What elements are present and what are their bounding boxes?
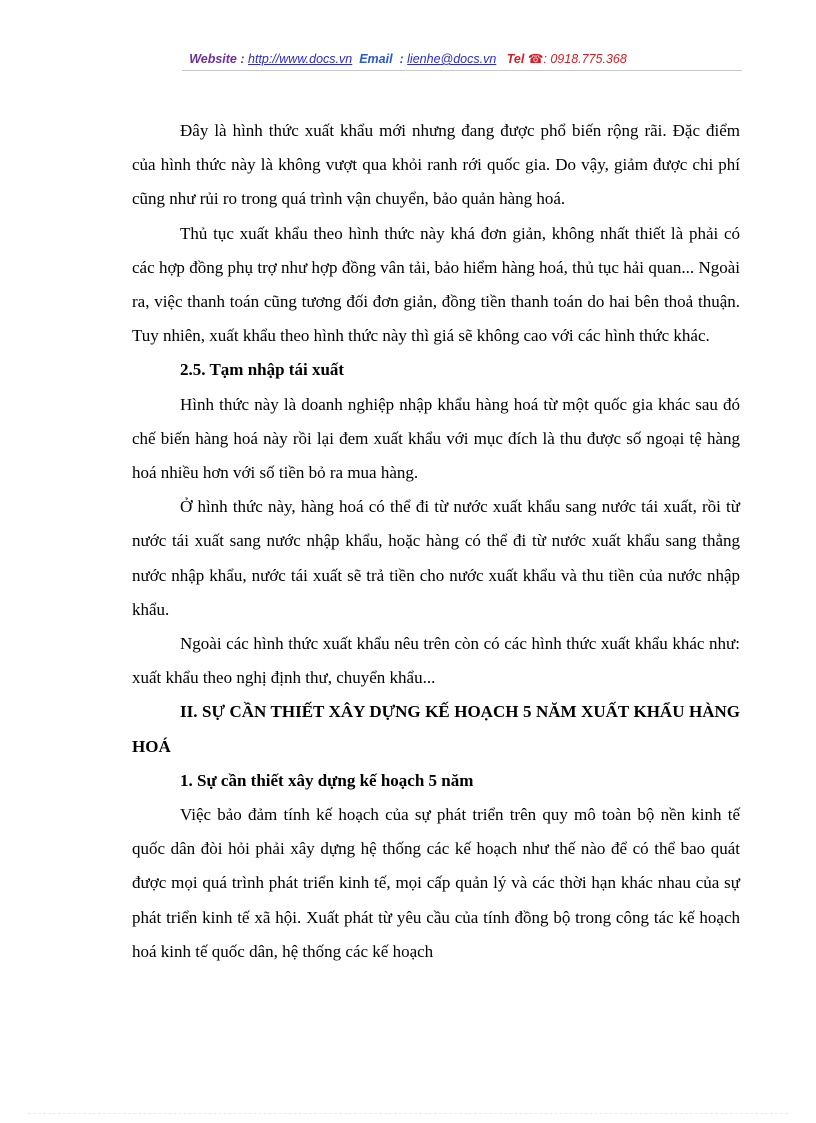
section-heading: 1. Sự cần thiết xây dựng kế hoạch 5 năm bbox=[180, 770, 474, 790]
email-separator: : bbox=[399, 52, 404, 66]
paragraph: Ngoài các hình thức xuất khẩu nêu trên còn có các hình thức xuất khẩu khác như: xuất khẩu theo nghị định thư, chuyển khẩu... bbox=[132, 634, 740, 688]
page-header bbox=[0, 51, 816, 66]
chapter-heading: II. SỰ CẦN THIẾT XÂY DỰNG KẾ HOẠCH 5 NĂM XUẤT KHẨU HÀNG HOÁ bbox=[132, 702, 740, 756]
tel-label: Tel bbox=[506, 52, 525, 66]
footer-divider bbox=[28, 1113, 788, 1114]
paragraph: Việc bảo đảm tính kế hoạch của sự phát triển trên quy mô toàn bộ nền kinh tế quốc dân đòi hỏi phải xây dựng hệ thống các kế hoạch như thế nào để có thể bao quát được mọi quá trình phát triển kinh tế, mọi cấp quản lý và các thời hạn khác nhau của sự phát triển kinh tế xã hội. Xuất phát từ yêu cầu của tính đồng bộ trong công tác kế hoạch hoá kinh tế quốc dân, hệ thống các kế hoạch bbox=[132, 805, 740, 961]
phone-number: : 0918.775.368 bbox=[543, 52, 627, 66]
email-link[interactable]: lienhe@docs.vn bbox=[407, 52, 497, 66]
paragraph: Ở hình thức này, hàng hoá có thể đi từ nước xuất khẩu sang nước tái xuất, rồi từ nước tái xuất sang nước nhập khẩu, hoặc hàng có thể đi từ nước xuất khẩu sang thẳng nước nhập khẩu, nước tái xuất sẽ trả tiền cho nước xuất khẩu và thu tiền của nước nhập khẩu. bbox=[132, 497, 740, 619]
header-divider bbox=[182, 70, 742, 71]
paragraph: Đây là hình thức xuất khẩu mới nhưng đang được phổ biến rộng rãi. Đặc điểm của hình thức này là không vượt qua khỏi ranh rới quốc gia. Do vậy, giảm được chi phí cũng như rủi ro trong quá trình vận chuyển, bảo quản hàng hoá. bbox=[132, 121, 740, 209]
paragraph: Hình thức này là doanh nghiệp nhập khẩu hàng hoá từ một quốc gia khác sau đó chế biến hàng hoá này rồi lại đem xuất khẩu với mục đích là thu được số ngoại tệ hàng hoá nhiều hơn với số tiền bỏ ra mua hàng. bbox=[132, 394, 740, 483]
paragraph: Thủ tục xuất khẩu theo hình thức này khá đơn giản, không nhất thiết là phải có các hợp đồng phụ trợ như hợp đồng vân tải, bảo hiểm hàng hoá, thủ tục hải quan... Ngoài ra, việc thanh toán cũng tương đối đơn giản, đồng tiền thanh toán do hai bên thoả thuận. Tuy nhiên, xuất khẩu theo hình thức này thì giá sẽ không cao với các hình thức khác. bbox=[132, 223, 740, 346]
phone-icon: ☎ bbox=[527, 52, 544, 66]
document-body bbox=[132, 114, 740, 969]
email-label: Email bbox=[359, 52, 393, 66]
website-link[interactable]: http://www.docs.vn bbox=[248, 52, 353, 66]
section-heading: 2.5. Tạm nhập tái xuất bbox=[180, 360, 345, 380]
website-label: Website : bbox=[189, 52, 245, 66]
